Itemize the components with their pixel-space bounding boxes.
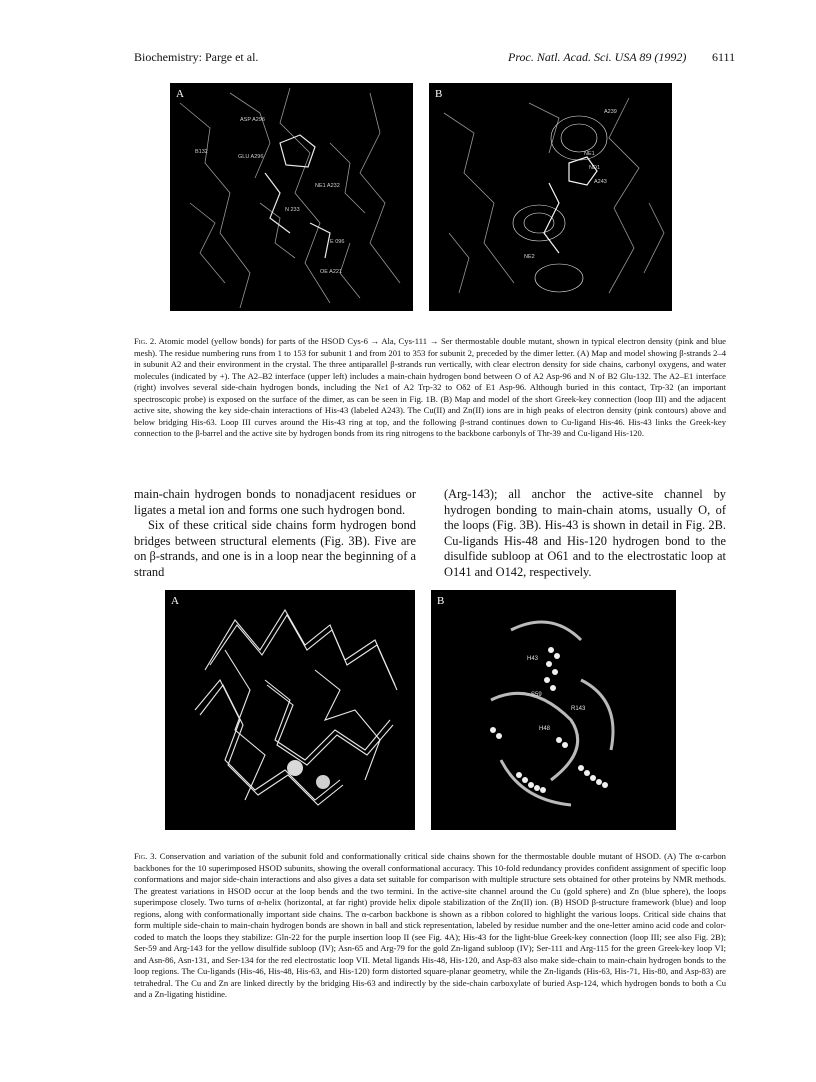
journal-citation: Proc. Natl. Acad. Sci. USA 89 (1992) — [508, 50, 687, 64]
fig2-caption-text: Atomic model (yellow bonds) for parts of the HSOD Cys-6 → Ala, Cys-111 → Ser thermostable double mutant, shown in typical electron density (pink and blue mesh). The residue numbering runs from 1 to 153 for subunit 1 and from 201 to 353 for subunit 2, preceded by the dimer letter. (A) Map and model showing β-strands 2–4 in subunit A2 and their environment in the crystal. The three antiparallel β-strands run vertically, with clear electron density for side chains, carbonyl oxygens, and water molecules (indicated by +). The A2–B2 interface (upper left) includes a main-chain hydrogen bond between O of A2 Asp-96 and N of B2 Glu-132. The A2–E1 interface (right) involves several side-chain hydrogen bonds, including the Nε1 of A2 Trp-32 to Oδ2 of E1 Asp-96. Although buried in this contact, Trp-32 (an important spectroscopic probe) is exposed on the surface of the dimer, as can be seen in Fig. 1B. (B) Map and model of the short Greek-key connection (loop III) and the adjacent active site, showing the key side-chain interactions of His-43 (labeled A243). The Cu(II) and Zn(II) ions are in high peaks of electron density (pink contours) above and below bridging His-63. Loop III curves around the His-43 ring at top, and the following β-strand continues down to Cu-ligand His-46. His-43 links the Greek-key connection to the β-barrel and the active site by hydrogen bonds from its ring nitrogens to the backbone carbonyls of Thr-39 and Cu-ligand His-120. — [134, 336, 726, 438]
fig3-caption-label: Fig. 3. — [134, 851, 157, 861]
fig3-caption — [134, 851, 726, 1001]
body-paragraph: Six of these critical side chains form hydrogen bond bridges between structural elements (Fig. 3B). Five are on β-strands, and one is in a loop near the beginning of a strand — [134, 518, 416, 579]
fig2a-label-6: OE A221 — [320, 269, 343, 275]
fig2-panel-b-image — [429, 83, 672, 311]
body-text-right — [444, 487, 726, 581]
fig2-caption — [134, 336, 726, 440]
fig2a-label-2: GLU A296 — [238, 154, 264, 160]
cu-sphere — [287, 760, 303, 776]
body-paragraph: main-chain hydrogen bonds to nonadjacent residues or ligates a metal ion and forms one such hydrogen bond. — [134, 487, 416, 517]
fig3-panel-a-letter: A — [171, 595, 179, 607]
fig2-panel-b-letter: B — [435, 88, 443, 100]
fig2a-label-3: NE1 A232 — [315, 183, 340, 189]
zn-sphere — [316, 775, 330, 789]
fig3b-label-r143: R143 — [571, 706, 586, 712]
fig3-panel-b-letter: B — [437, 595, 445, 607]
fig3b-label-s59: S59 — [531, 692, 542, 698]
body-text-left — [134, 487, 416, 581]
fig2b-label-2: NE1 — [584, 151, 595, 157]
running-title: Biochemistry: Parge et al. — [134, 50, 259, 64]
fig3-panel-a — [165, 590, 415, 830]
fig3b-label-h43: H43 — [527, 656, 539, 662]
fig2a-label-5: E 096 — [330, 239, 345, 245]
body-paragraph: (Arg-143); all anchor the active-site channel by hydrogen bonding to main-chain atoms, usually O, of the loops (Fig. 3B). His-43 is shown in detail in Fig. 2B. Cu-ligands His-48 and His-120 hydrogen bond to the disulfide subloop at O61 and to the electrostatic loop at O141 and O142, respectively. — [444, 487, 726, 579]
fig3-panel-b — [431, 590, 676, 830]
fig2b-label-4: A239 — [604, 109, 617, 115]
fig2b-label-3: A243 — [594, 179, 607, 185]
fig2b-label-5: NE2 — [524, 254, 535, 260]
page-number: 6111 — [712, 50, 736, 64]
fig2a-label-4: B132 — [195, 149, 208, 155]
fig2-panel-a-image — [170, 83, 413, 311]
fig2-caption-label: Fig. 2. — [134, 336, 157, 346]
fig3-panel-a-image — [165, 590, 415, 830]
fig3-panel-b-image — [431, 590, 676, 830]
fig2a-label-1: ASP A296 — [240, 117, 265, 123]
fig3b-label-h48: H48 — [539, 726, 551, 732]
fig2-panel-a — [170, 83, 413, 311]
fig2a-label-7: N 233 — [285, 207, 300, 213]
fig2-panel-a-letter: A — [176, 88, 184, 100]
fig2b-label-1: ND1 — [589, 165, 601, 171]
fig2-panel-b — [429, 83, 672, 311]
fig3-caption-text: Conservation and variation of the subunit fold and conformationally critical side chains shown for the thermostable double mutant of HSOD. (A) The α-carbon backbones for the 10 superimposed HSOD subunits, showing the overall conformational accuracy. This 10-fold redundancy provides confident assignment of specific loop conformations and major side-chain interactions and also gives a data set suitable for comparison with multiple structure sets obtained for other proteins by NMR methods. The greatest variations in HSOD occur at the loop bends and the two termini. In the active-site channel around the Cu (gold sphere) and Zn (blue sphere), the loops superimpose closely. Two turns of α-helix (horizontal, at far right) provide helix dipole stabilization of the Zn(II) ion. (B) HSOD β-structure framework (blue) and loop regions, along with conformationally important side chains. The α-carbon backbone is shown as a ribbon colored to highlight the various loops. Critical side chains that form multiple side-chain to main-chain hydrogen bonds are shown in ball and stick representation, labeled by residue number and the one-letter amino acid code and color-coded to match the loops they stabilize: Gln-22 for the purple insertion loop II (see Fig. 4A); His-43 for the light-blue Greek-key connection (loop III; see also Fig. 2B); Ser-59 and Arg-143 for the yellow disulfide subloop (IV); Asn-65 and Arg-79 for the gold Zn-ligand subloop (IV); Ser-111 and Arg-115 for the green Greek-key loop VI; and Asn-86, Asn-131, and Ser-134 for the red electrostatic loop VII. Metal ligands His-48, His-120, and Asp-83 also make side-chain to main-chain hydrogen bonds to the loop regions. The Cu-ligands (His-46, His-48, His-63, and His-120) form distorted square-planar geometry, while the Zn-ligands (His-63, His-71, His-80, and Asp-83) are tetrahedral. The Cu and Zn are linked directly by the bridging His-63 and indirectly by the side-chain carboxylate of buried Asp-124, which hydrogen bonds to both a Cu and a Zn-ligating histidine. — [134, 851, 726, 999]
